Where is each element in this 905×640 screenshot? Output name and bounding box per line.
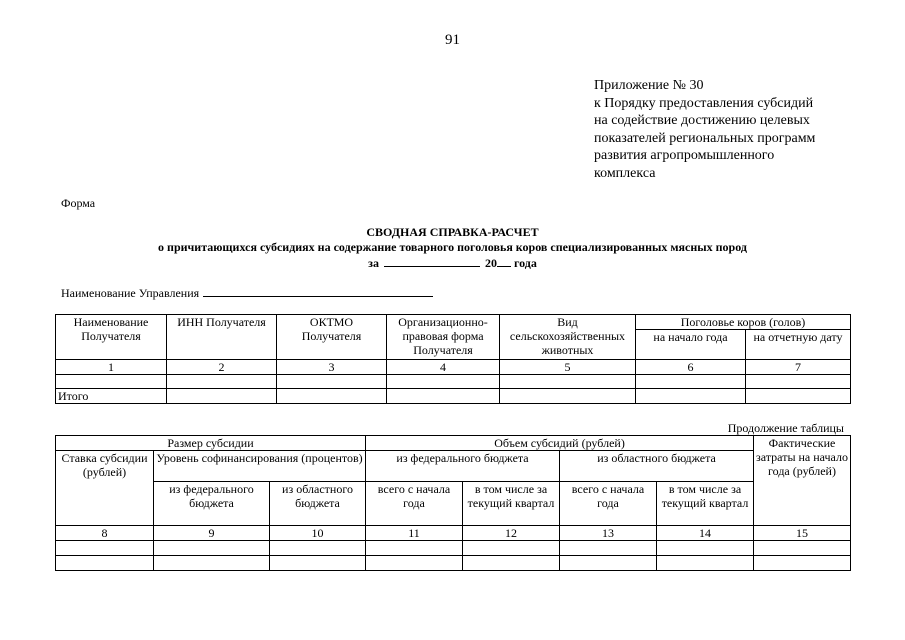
table-cell [387,389,500,404]
column-number: 7 [746,360,851,375]
management-blank [203,285,433,297]
table-cell [167,389,277,404]
header-regional-quarter: в том числе за текущий квартал [657,482,754,526]
appendix-line: на содействие достижению целевых [594,113,810,128]
column-number: 8 [56,526,154,541]
table-cell [657,556,754,571]
appendix-note [594,77,815,182]
appendix-line: показателей региональных программ [594,130,816,146]
table-cell [56,375,167,389]
column-number: 6 [636,360,746,375]
year-blank [497,255,511,267]
appendix-line: Приложение № 30 [594,78,704,93]
table-cell [754,541,851,556]
column-number: 15 [754,526,851,541]
header-regional-total: всего с начала года [560,482,657,526]
column-number: 4 [387,360,500,375]
table-recipients [55,314,851,404]
table-cell [500,389,636,404]
table-cell [746,389,851,404]
column-number: 2 [167,360,277,375]
header-oktmo: ОКТМО Получателя [277,315,387,360]
header-subsidy-size: Размер субсидии [56,436,366,451]
table-cell [657,541,754,556]
table-cell [270,541,366,556]
table-cell [560,556,657,571]
title-year: 20 [484,256,497,270]
header-cofin-regional: из областного бюджета [270,482,366,526]
total-row [56,389,851,404]
table-cell [746,375,851,389]
column-number: 9 [154,526,270,541]
title-za: за [368,256,379,270]
continuation-label: Продолжение таблицы [727,421,844,435]
title-line-3 [0,255,905,271]
table-cell [366,541,463,556]
header-volume-federal: из федерального бюджета [366,451,560,482]
column-number: 1 [56,360,167,375]
header-volume-regional: из областного бюджета [560,451,754,482]
column-number: 14 [657,526,754,541]
column-number: 13 [560,526,657,541]
table-cell [277,375,387,389]
table-cell [500,375,636,389]
column-number: 5 [500,360,636,375]
title-goda: года [513,256,537,270]
header-actual-costs: Фактические затраты на начало года (рублей) [754,436,851,526]
header-cofin-federal: из федерального бюджета [154,482,270,526]
header-animal-kind: Вид сельскохозяйственных животных [500,315,636,360]
appendix-line: развития агропромышленного [594,148,775,163]
header-subsidy-volume: Объем субсидий (рублей) [366,436,754,451]
table-cell [463,541,560,556]
table-cell [277,389,387,404]
table-cell [387,375,500,389]
table-cell [754,556,851,571]
table-cell [56,541,154,556]
header-rate: Ставка субсидии (рублей) [56,451,154,526]
header-cofinancing: Уровень софинансирования (процентов) [154,451,366,482]
page-number: 91 [445,32,460,48]
title-line-1: СВОДНАЯ СПРАВКА-РАСЧЕТ [366,225,539,239]
table-row [56,375,851,389]
title-line-2: о причитающихся субсидиях на содержание товарного поголовья коров специализированных мясных пород [158,240,747,254]
table-cell [56,556,154,571]
form-label: Форма [61,196,96,210]
header-herd: Поголовье коров (голов) [636,315,851,330]
table-cell [463,556,560,571]
period-blank [384,255,480,267]
header-herd-report: на отчетную дату [746,330,851,360]
table-cell [636,389,746,404]
appendix-line: к Порядку предоставления субсидий [594,95,814,111]
table-cell [167,375,277,389]
total-label: Итого [56,389,167,404]
header-federal-quarter: в том числе за текущий квартал [463,482,560,526]
appendix-line: комплекса [594,165,656,181]
management-label: Наименование Управления [61,286,200,300]
management-row [61,285,433,301]
header-inn: ИНН Получателя [167,315,277,360]
table-cell [366,556,463,571]
header-herd-start: на начало года [636,330,746,360]
table-cell [636,375,746,389]
header-org-form: Организационно-правовая форма Получателя [387,315,500,360]
table-cell [270,556,366,571]
column-number: 3 [277,360,387,375]
table-cell [560,541,657,556]
column-number: 12 [463,526,560,541]
header-recipient-name: Наименование Получателя [56,315,167,360]
column-number: 11 [366,526,463,541]
table-row [56,541,851,556]
table-cell [154,541,270,556]
table-cell [154,556,270,571]
table-row [56,556,851,571]
header-federal-total: всего с начала года [366,482,463,526]
column-number: 10 [270,526,366,541]
document-title [0,225,905,271]
table-subsidies [55,435,851,571]
